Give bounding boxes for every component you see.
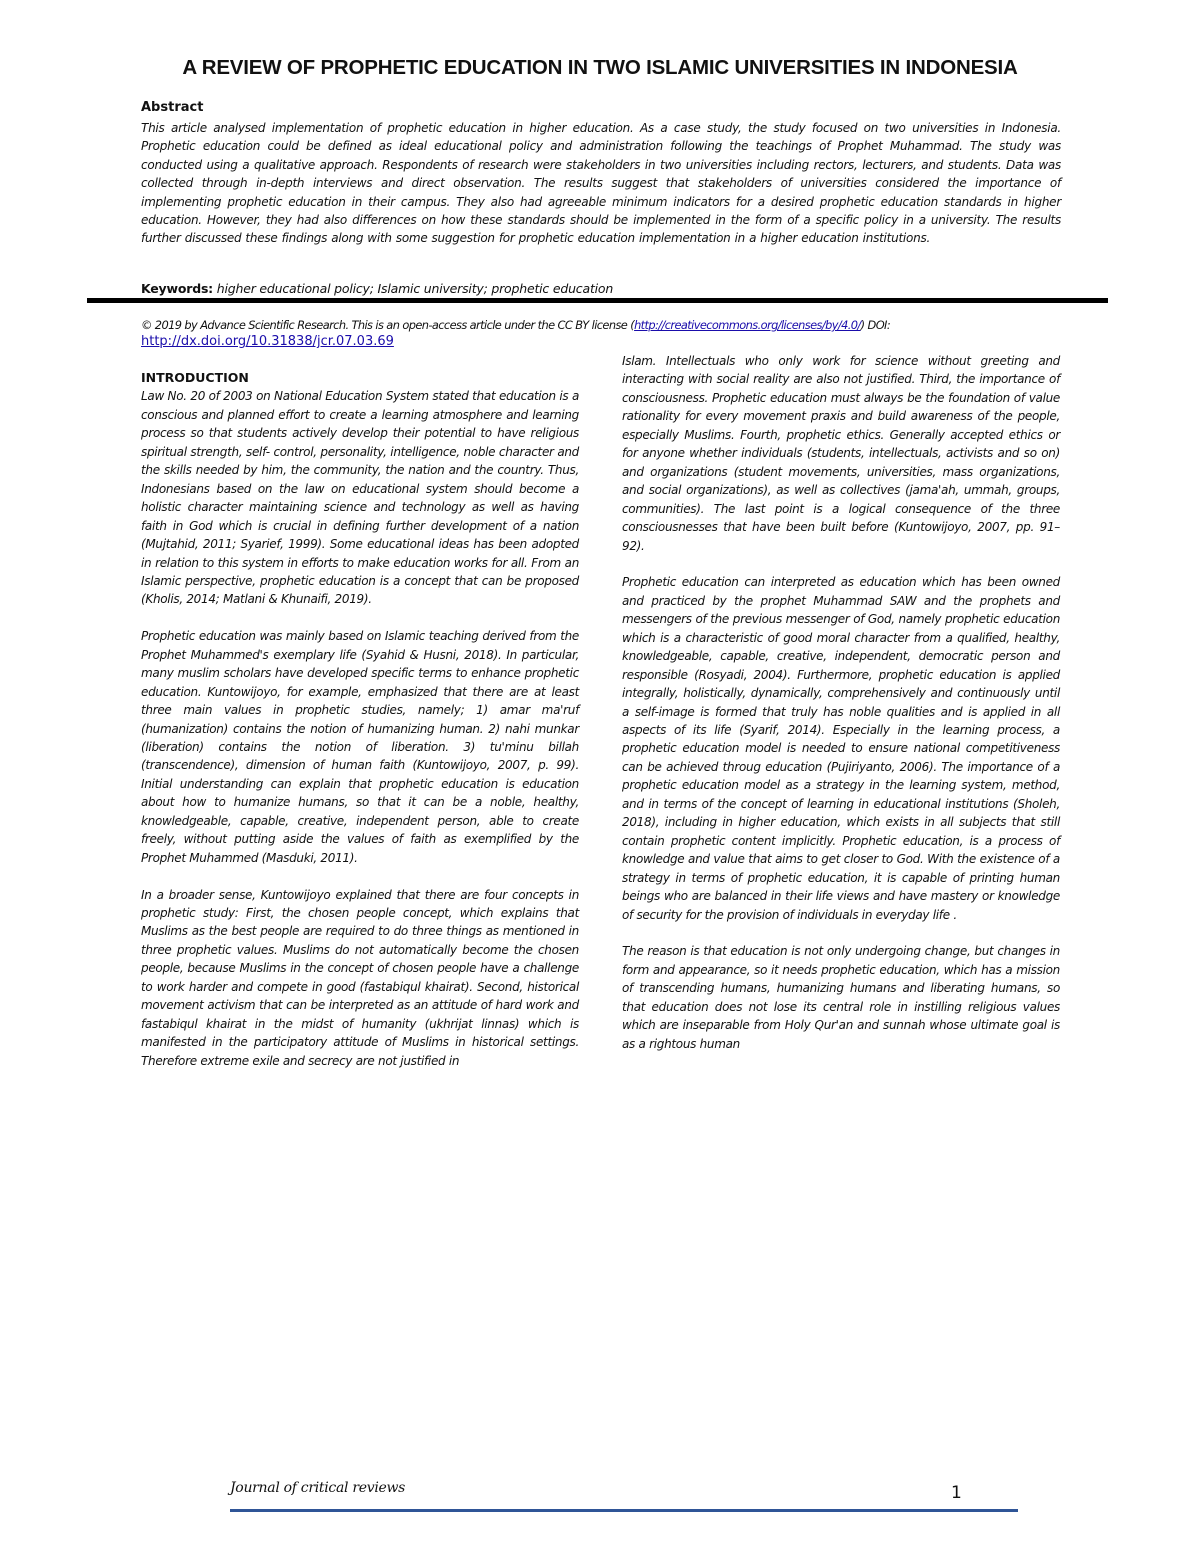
paragraph: In a broader sense, Kuntowijoyo explained that there are four concepts in prophetic study: First, the chosen people concept, which explains that Muslims as the best people are required to do three things as mentioned in three prophetic values. Muslims do not automatically become the chosen people, because Muslims in the concept of chosen people have a challenge to work harder and compete in good (fastabiqul khairat). Second, historical movement activism that can be interpreted as an attitude of hard work and fastabiqul khairat in the midst of humanity (ukhrijat linnas) which is manifested in the participatory attitude of Muslims in historical settings. Therefore extreme exile and secrecy are not justified in xyxy=(141,887,579,1068)
license-doi-label: ) DOI: xyxy=(860,318,891,332)
license-text: © 2019 by Advance Scientific Research. This is an open-access article under the CC BY license ( xyxy=(141,318,635,332)
footer-journal-name: Journal of critical reviews xyxy=(230,1480,406,1496)
license-link[interactable]: http://creativecommons.org/licenses/by/4.0/ xyxy=(634,318,861,332)
header-divider xyxy=(87,298,1108,303)
paper-title: A REVIEW OF PROPHETIC EDUCATION IN TWO ISLAMIC UNIVERSITIES IN INDONESIA xyxy=(182,56,1018,79)
keywords-line xyxy=(141,281,613,296)
page-number: 1 xyxy=(951,1483,962,1503)
doi-link[interactable]: http://dx.doi.org/10.31838/jcr.07.03.69 xyxy=(141,334,394,349)
paragraph: Law No. 20 of 2003 on National Education System stated that education is a conscious and planned effort to create a learning atmosphere and learning process so that students actively develop their potential to have religious spiritual strength, self- control, personality, intelligence, noble character and the skills needed by him, the community, the nation and the country. Thus, Indonesians based on the law on educational system should become a holistic character maintaining science and technology as well as having faith in God which is crucial in defining further development of a nation (Mujtahid, 2011; Syarief, 1999). Some educational ideas has been adopted in relation to this system in efforts to make education works for all. From an Islamic perspective, prophetic education is a concept that can be proposed (Kholis, 2014; Matlani & Khunaifi, 2019). xyxy=(141,389,579,607)
keywords-label: Keywords: xyxy=(141,281,213,296)
left-column xyxy=(141,369,579,1088)
paragraph: Prophetic education can interpreted as education which has been owned and practiced by the prophet Muhammad SAW and the prophets and messengers of the previous messenger of God, namely prophetic education which is a characteristic of good moral character from a qualified, healthy, knowledgeable, capable, creative, independent, democratic person and responsible (Rosyadi, 2004). Furthermore, prophetic education is applied integrally, holistically, dynamically, comprehensively and continuously until a self-image is formed that truly has noble qualities and is applied in all aspects of its life (Syarif, 2014). Especially in the learning process, a prophetic education model is needed to ensure national competitiveness can be achieved throug education (Pujiriyanto, 2006). The importance of a prophetic education model as a strategy in the learning system, method, and in terms of the concept of learning in educational institutions (Sholeh, 2018), including in higher education, which exists in all subjects that still contain prophetic content implicitly. Prophetic education, is a process of knowledge and value that aims to get closer to God. With the existence of a strategy in terms of prophetic education, it is capable of printing human beings who are balanced in their life views and have mastery or knowledge of security for the provision of individuals in everyday life . xyxy=(622,575,1060,922)
abstract-heading: Abstract xyxy=(141,100,204,115)
keywords-text: higher educational policy; Islamic university; prophetic education xyxy=(216,281,614,296)
paragraph: Prophetic education was mainly based on Islamic teaching derived from the Prophet Muhammed's exemplary life (Syahid & Husni, 2018). In particular, many muslim scholars have developed specific terms to enhance prophetic education. Kuntowijoyo, for example, emphasized that there are at least three main values in prophetic studies, namely; 1) amar ma'ruf (humanization) contains the notion of humanizing human. 2) nahi munkar (liberation) contains the notion of liberation. 3) tu'minu billah (transcendence), dimension of human faith (Kuntowijoyo, 2007, p. 99). Initial understanding can explain that prophetic education is education about how to humanize humans, so that it can be a noble, healthy, knowledgeable, capable, creative, independent person, able to create freely, without putting aside the values of faith as exemplified by the Prophet Muhammed (Masduki, 2011). xyxy=(141,629,579,865)
license-notice xyxy=(141,318,1001,333)
introduction-heading: INTRODUCTION xyxy=(141,370,249,385)
right-column xyxy=(622,352,1060,1071)
footer-divider xyxy=(230,1509,1018,1512)
paragraph: Islam. Intellectuals who only work for science without greeting and interacting with social reality are also not justified. Third, the importance of consciousness. Prophetic education must always be the foundation of value rationality for every movement praxis and build awareness of the people, especially Muslims. Fourth, prophetic ethics. Generally accepted ethics or for anyone whether individuals (students, intellectuals, activists and so on) and organizations (student movements, universities, mass organizations, and social organizations), as well as collectives (jama'ah, ummah, groups, communities). The last point is a logical consequence of the three consciousnesses that have been built before (Kuntowijoyo, 2007, pp. 91–92). xyxy=(622,354,1060,553)
abstract-body: This article analysed implementation of prophetic education in higher education. As a case study, the study focused on two universities in Indonesia. Prophetic education could be defined as ideal educational policy and administration following the teachings of Prophet Muhammad. The study was conducted using a qualitative approach. Respondents of research were stakeholders in two universities including rectors, lecturers, and students. Data was collected through in-depth interviews and direct observation. The results suggest that stakeholders of universities considered the importance of implementing prophetic education in their campus. They also had agreeable minimum indicators for a desired prophetic education standards in higher education. However, they had also differences on how these standards should be implemented in the form of a specific policy in a university. The results further discussed these findings along with some suggestion for prophetic education implementation in a higher education institutions. xyxy=(141,121,1061,246)
paragraph: The reason is that education is not only undergoing change, but changes in form and appearance, so it needs prophetic education, which has a mission of transcending humans, humanizing humans and liberating humans, so that education does not lose its central role in instilling religious values which are inseparable from Holy Qur'an and sunnah whose ultimate goal is as a rightous human xyxy=(622,944,1060,1051)
